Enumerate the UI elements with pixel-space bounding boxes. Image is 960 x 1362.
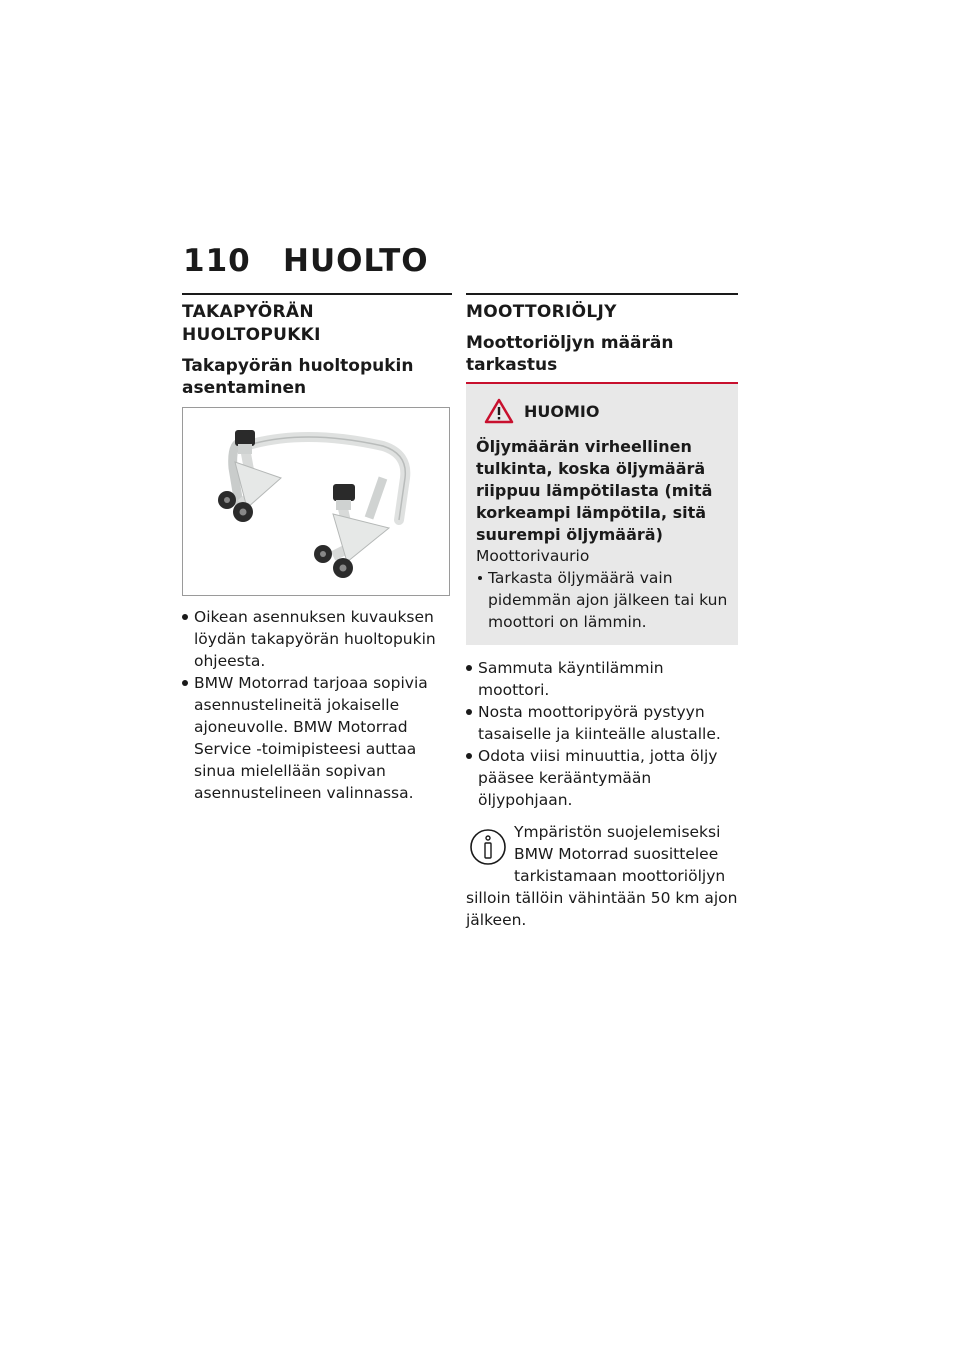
notice-hazard: Öljymäärän virheellinen tulkinta, koska öljymäärä riippuu lämpötilasta (mitä korkeampi lämpötila, sitä suurempi öljymäärä): [476, 437, 713, 544]
notice-actions: [476, 567, 728, 633]
notice-header: [484, 398, 728, 424]
list-item: Nosta moottoripyörä pystyyn tasaiselle ja kiinteälle alustalle.: [466, 701, 738, 745]
list-item: BMW Motorrad tarjoaa sopivia asennustelineitä jokaiselle ajoneuvolle. BMW Motorrad Service -toimipisteesi auttaa sinua mielellään sopivan asennustelineen valinnassa.: [182, 672, 452, 804]
left-column: [182, 293, 452, 804]
chapter-title: HUOLTO: [283, 243, 429, 279]
list-item: Odota viisi minuuttia, jotta öljy pääsee kerääntymään öljypohjaan.: [466, 745, 738, 811]
bullet-icon: [182, 680, 188, 686]
subsection-title: Takapyörän huoltopukin asentaminen: [182, 356, 414, 398]
list-item: Tarkasta öljymäärä vain pidemmän ajon jälkeen tai kun moottori on lämmin.: [476, 567, 728, 633]
list-item: Oikean asennuksen kuvauksen löydän takapyörän huoltopukin ohjeesta.: [182, 606, 452, 672]
bullet-icon: [478, 576, 482, 580]
section-rule: [182, 293, 452, 295]
page-number: 110: [183, 243, 251, 279]
section-title: TAKAPYÖRÄN HUOLTOPUKKI: [182, 302, 321, 345]
list-item: Sammuta käyntilämmin moottori.: [466, 657, 738, 701]
warning-triangle-icon: [484, 398, 514, 424]
bullet-icon: [466, 709, 472, 715]
page-header: [183, 243, 429, 279]
section-title: MOOTTORIÖLJY: [466, 302, 617, 322]
bullet-icon: [466, 665, 472, 671]
notice-title: HUOMIO: [524, 401, 600, 421]
rear-stand-illustration: [182, 407, 450, 596]
oil-check-steps: [466, 657, 738, 811]
info-icon: [468, 827, 508, 867]
section-rule: [466, 293, 738, 295]
notice-box: [466, 384, 738, 645]
subsection-title: Moottoriöljyn määrän tarkastus: [466, 332, 738, 384]
notice-consequence: Moottorivaurio: [476, 547, 590, 565]
bullet-icon: [182, 614, 188, 620]
environment-tip: Ympäristön suojelemiseksi BMW Motorrad suosittelee tarkistamaan moottoriöljyn silloin tällöin vähintään 50 km ajon jälkeen.: [466, 823, 738, 929]
stand-instructions: [182, 606, 452, 804]
right-column: [466, 293, 738, 931]
bullet-icon: [466, 753, 472, 759]
